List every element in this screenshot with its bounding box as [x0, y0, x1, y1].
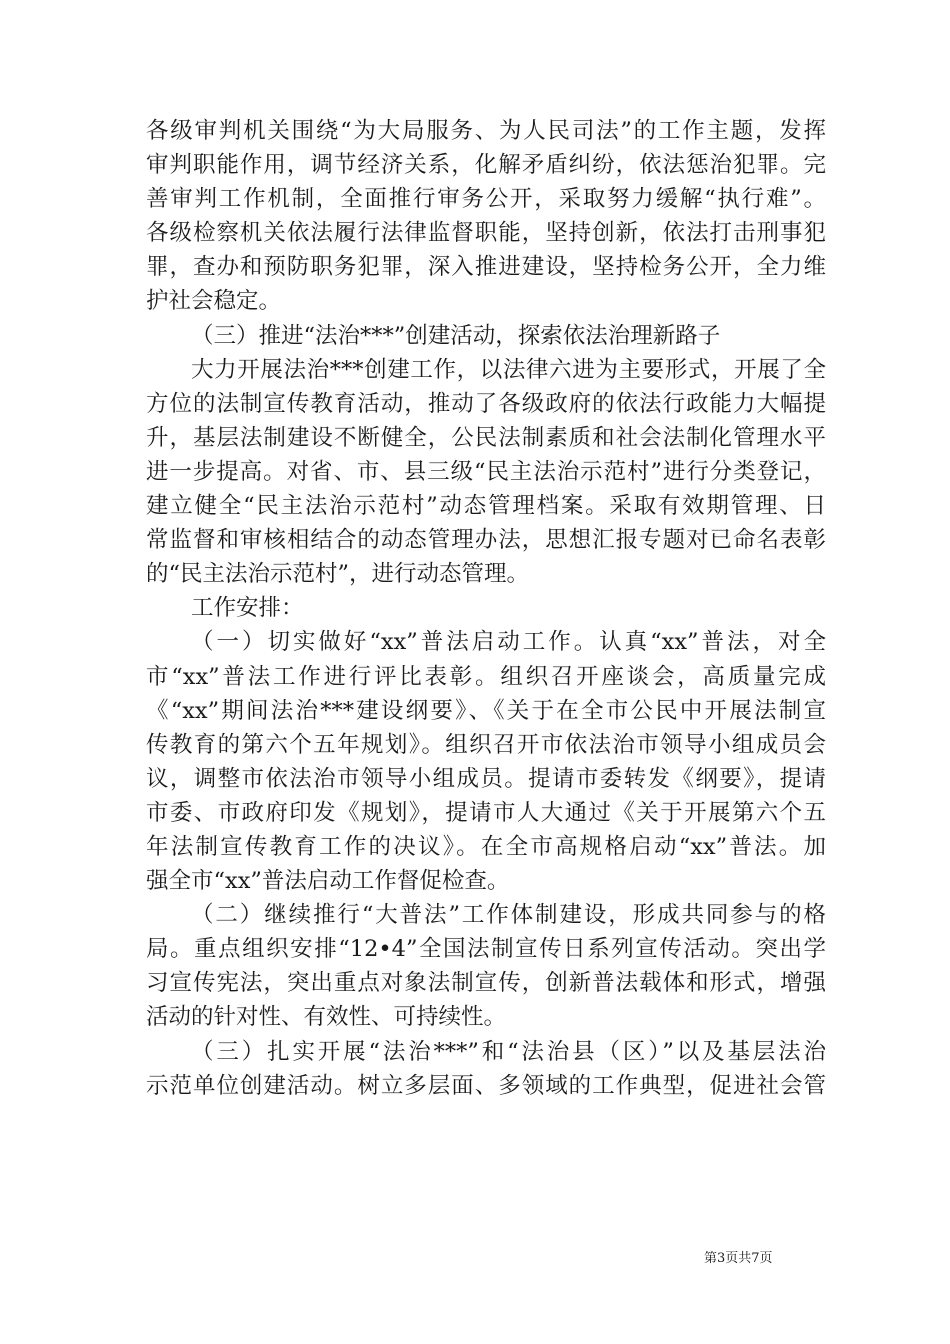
text-line: 升，基层法制建设不断健全，公民法制素质和社会法制化管理水平 — [146, 424, 826, 451]
text-line: 工作安排： — [191, 595, 304, 622]
text-line: 常监督和审核相结合的动态管理办法，思想汇报专题对已命名表彰 — [146, 527, 826, 554]
page-number: 第3页共7页 — [704, 1251, 773, 1266]
text-line: 强全市“xx”普法启动工作督促检查。 — [146, 868, 510, 895]
text-line: 活动的针对性、有效性、可持续性。 — [146, 1004, 507, 1031]
text-line: 的“民主法治示范村”，进行动态管理。 — [146, 561, 530, 588]
text-line: 大力开展法治***创建工作，以法律六进为主要形式，开展了全 — [191, 356, 826, 383]
text-line: 局。重点组织安排“12•4”全国法制宣传日系列宣传活动。突出学 — [146, 936, 826, 963]
text-line: 善审判工作机制，全面推行审务公开，采取努力缓解“执行难”。 — [146, 186, 826, 213]
text-line: 建立健全“民主法治示范村”动态管理档案。采取有效期管理、日 — [146, 493, 826, 520]
text-line: 传教育的第六个五年规划》。组织召开市依法治市领导小组成员会 — [146, 731, 826, 758]
text-line: （三）扎实开展“法治***”和“法治县（区）”以及基层法治 — [191, 1038, 826, 1065]
text-line: 各级审判机关围绕“为大局服务、为人民司法”的工作主题，发挥 — [146, 118, 826, 144]
text-line: （三）推进“法治***”创建活动，探索依法治理新路子 — [191, 322, 721, 349]
text-line: 市委、市政府印发《规划》，提请市人大通过《关于开展第六个五 — [146, 799, 826, 826]
text-line: 示范单位创建活动。树立多层面、多领域的工作典型，促进社会管 — [146, 1072, 826, 1099]
text-line: 进一步提高。对省、市、县三级“民主法治示范村”进行分类登记， — [146, 458, 826, 485]
text-line: （二）继续推行“大普法”工作体制建设，形成共同参与的格 — [191, 902, 826, 929]
text-line: 审判职能作用，调节经济关系，化解矛盾纠纷，依法惩治犯罪。完 — [146, 152, 826, 179]
text-line: 年法制宣传教育工作的决议》。在全市高规格启动“xx”普法。加 — [146, 833, 826, 860]
text-line: 方位的法制宣传教育活动，推动了各级政府的依法行政能力大幅提 — [146, 390, 826, 417]
text-line: 习宣传宪法，突出重点对象法制宣传，创新普法载体和形式，增强 — [146, 970, 826, 997]
document-body — [146, 114, 826, 1103]
text-line: 《“xx”期间法治***建设纲要》、《关于在全市公民中开展法制宣 — [146, 697, 826, 724]
text-line: 罪，查办和预防职务犯罪，深入推进建设，坚持检务公开，全力维 — [146, 254, 826, 281]
text-line: 议，调整市依法治市领导小组成员。提请市委转发《纲要》，提请 — [146, 765, 826, 792]
text-line: 护社会稳定。 — [146, 288, 282, 315]
text-line: （一）切实做好“xx”普法启动工作。认真“xx”普法，对全 — [191, 629, 826, 656]
text-line: 各级检察机关依法履行法律监督职能，坚持创新，依法打击刑事犯 — [146, 220, 826, 247]
text-line: 市“xx”普法工作进行评比表彰。组织召开座谈会，高质量完成 — [146, 663, 826, 690]
